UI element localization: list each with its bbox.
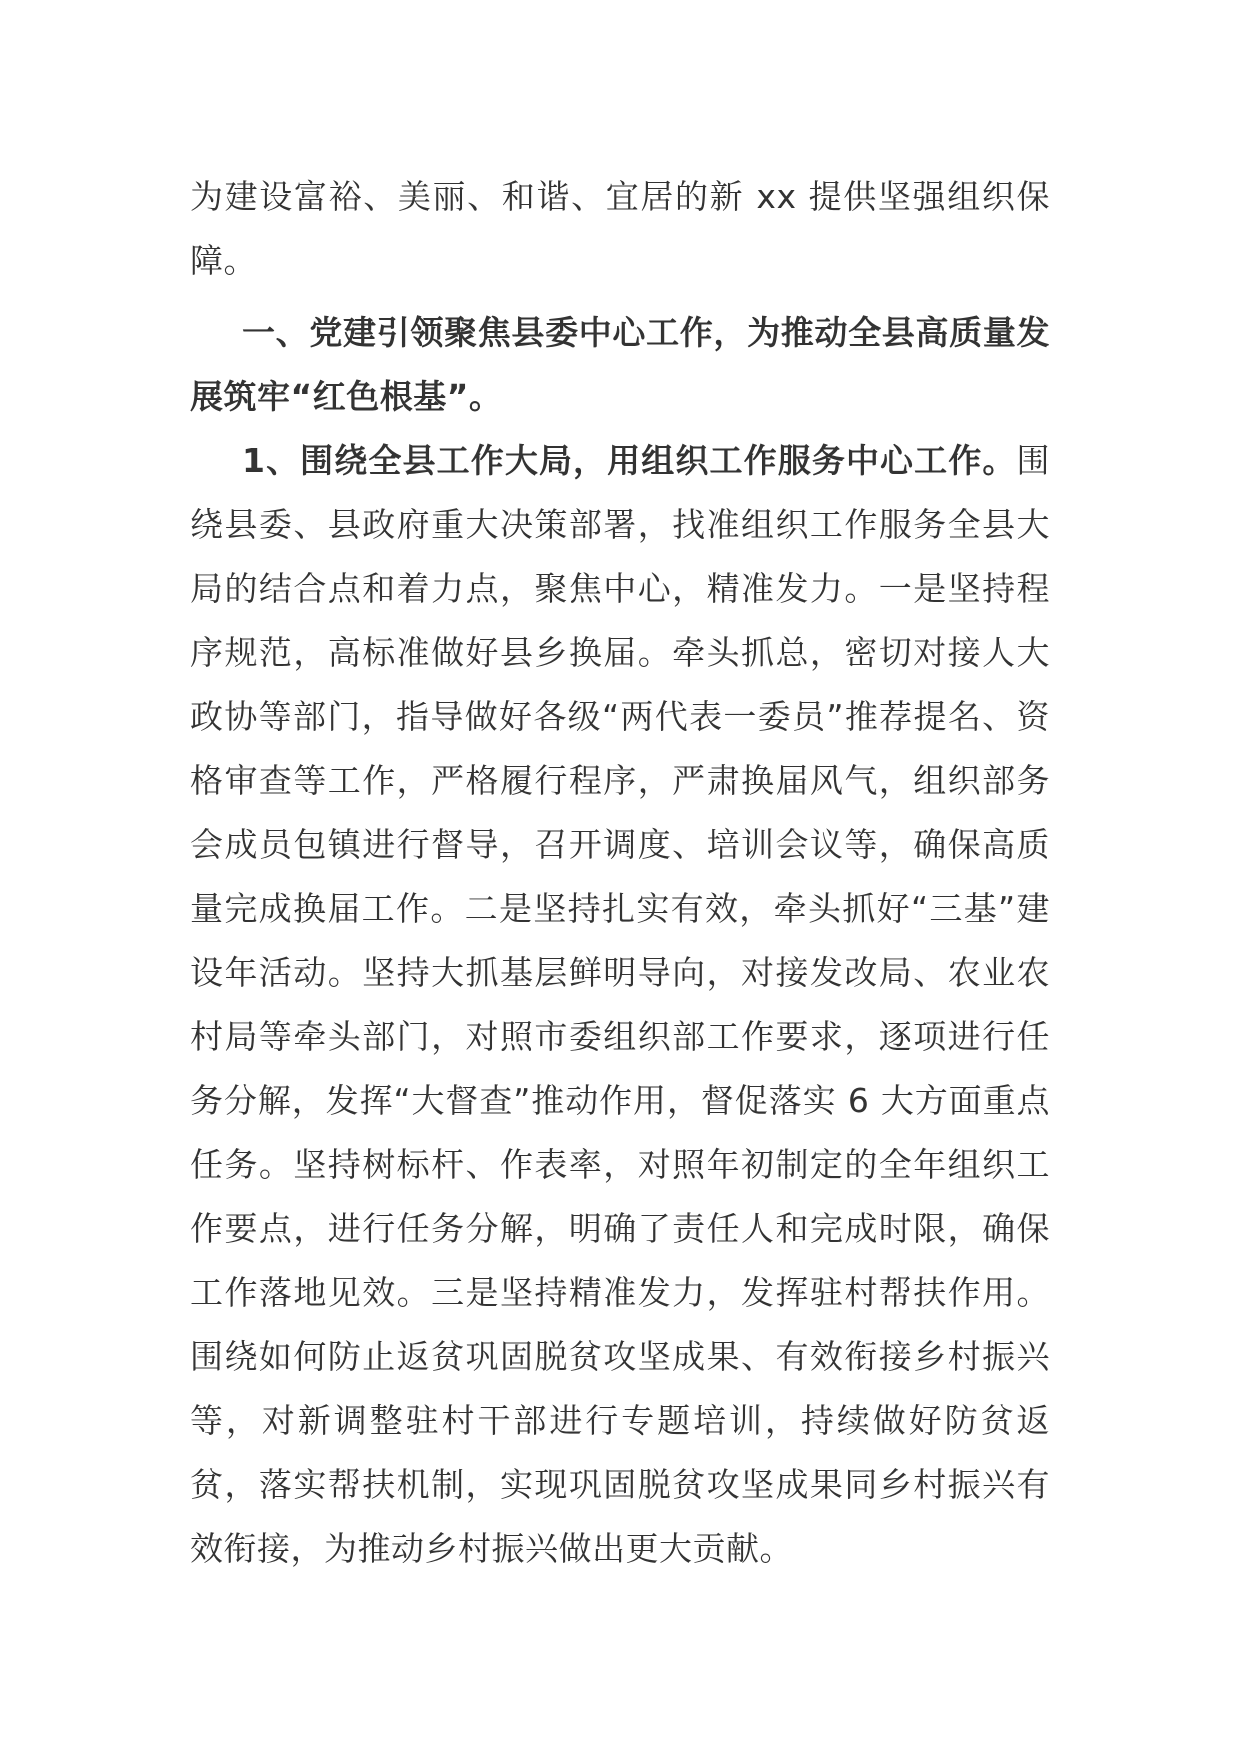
item-one-body: 围绕县委、县政府重大决策部署，找准组织工作服务全县大局的结合点和着力点，聚焦中心，精准发力。一是坚持程序规范，高标准做好县乡换届。牵头抓总，密切对接人大政协等部门，指导做好各级“两代表一委员”推荐提名、资格审查等工作，严格履行程序，严肃换届风气，组织部务会成员包镇进行督导，召开调度、培训会议等，确保高质量完成换届工作。二是坚持扎实有效，牵头抓好“三基”建设年活动。坚持大抓基层鲜明导向，对接发改局、农业农村局等牵头部门，对照市委组织部工作要求，逐项进行任务分解，发挥“大督查”推动作用，督促落实 6 大方面重点任务。坚持树标杆、作表率，对照年初制定的全年组织工作要点，进行任务分解，明确了责任人和完成时限，确保工作落地见效。三是坚持精准发力，发挥驻村帮扶作用。围绕如何防止返贫巩固脱贫攻坚成果、有效衔接乡村振兴等，对新调整驻村干部进行专题培训，持续做好防贫返贫，落实帮扶机制，实现巩固脱贫攻坚成果同乡村振兴有效衔接，为推动乡村振兴做出更大贡献。 [190, 441, 1050, 1568]
document-body [190, 165, 1050, 1581]
intro-paragraph: 为建设富裕、美丽、和谐、宜居的新 xx 提供坚强组织保障。 [190, 177, 1050, 280]
item-one-lead: 1、围绕全县工作大局，用组织工作服务中心工作。 [242, 441, 1017, 480]
item-one-paragraph [190, 429, 1050, 1581]
section-one-heading: 一、党建引领聚焦县委中心工作，为推动全县高质量发展筑牢“红色根基”。 [190, 313, 1050, 416]
